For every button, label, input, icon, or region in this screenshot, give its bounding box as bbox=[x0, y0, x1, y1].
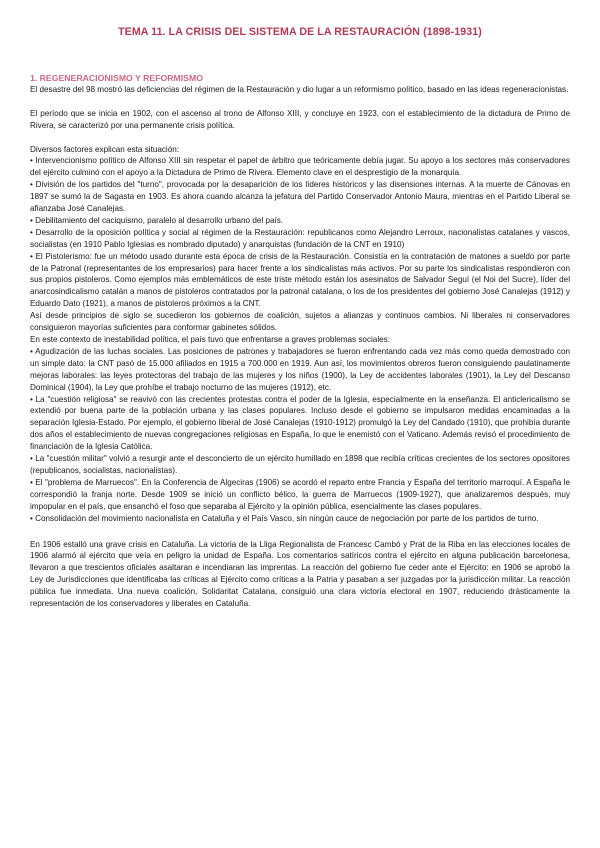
list-item-cuestion-militar: • La "cuestión militar" volvió a resurgir ante el desconcierto de un ejército humillado en 1898 que recibía críticas crecientes de los sectores opositores (republicanos, socialistas, nacionalistas). bbox=[30, 454, 570, 475]
list-item-cuestion-religiosa: • La "cuestión religiosa" se reavivó con las crecientes protestas contra el poder de la Iglesia, especialmente en la enseñanza. El anticlericalismo se extendió por buena parte de la población urbana y las clases populares. Incluso desde el gobierno se impulsaron medidas encaminadas a la separación Iglesia-Estado. Por ejemplo, el gobierno liberal de José Canalejas (1910-1912) promulgó la Ley del Candado (1910), que prohibía durante dos años el establecimiento de nuevas congregaciones religiosas en España, lo que le enemistó con el Vaticano. Además revisó el procedimiento de financiación de la Iglesia Católica. bbox=[30, 394, 570, 452]
paragraph-coaliciones: Así desde principios de siglo se sucedieron los gobiernos de coalición, sujetos a alianzas y continuos cambios. Ni liberales ni conservadores consiguieron mayorías suficientes para conformar gabinetes sólidos. bbox=[30, 311, 570, 333]
spacer bbox=[30, 96, 570, 108]
paragraph-intro: El desastre del 98 mostró las deficiencias del régimen de la Restauración y dio lugar a un reformismo político, basado en las ideas regeneracionistas. bbox=[30, 85, 569, 94]
section-heading-regeneracionismo: 1. REGENERACIONISMO Y REFORMISMO bbox=[30, 73, 203, 83]
list-item-turno: • División de los partidos del "turno", provocada por la desaparición de los líderes históricos y las disensiones internas. A la muerte de Cánovas en 1897 se sumó la de Sagasta en 1903. Es ahora cuando alcanza la jefatura del Partido Conservador Antonio Maura, mientras en el Partido Liberal se afianzaba José Canalejas. bbox=[30, 180, 570, 214]
document-title: TEMA 11. LA CRISIS DEL SISTEMA DE LA RESTAURACIÓN (1898-1931) bbox=[118, 26, 482, 38]
spacer bbox=[30, 525, 570, 539]
list-item-oposicion: • Desarrollo de la oposición política y social al régimen de la Restauración: republicanos como Alejandro Lerroux, nacionalistas catalanes y vascos, socialistas (en 1910 Pablo Iglesias es nombrado diputado) y anarquistas (fundación de la CNT en 1910) bbox=[30, 227, 570, 249]
list-item-pistolerismo: • El Pistolerismo: fue un método usado durante esta época de crisis de la Restauración. Consistía en la contratación de matones a sueldo por parte de la Patronal (representantes de los empresarios) para hacer frente a los sindicalistas más activos. Por su parte los sindicalistas respondieron con sus propios pistoleros. Como ejemplos más emblemáticos de este triste método están los asesinatos de Salvador Seguí (el Noi del Sucre), líder del anarcosindicalismo catalán a manos de pistoleros contratados por la patronal catalana, o los de los presidentes del gobierno José Canalejas (1912) y Eduardo Dato (1921), a manos de pistoleros próximos a la CNT. bbox=[30, 251, 570, 309]
paragraph-problemas-intro: En este contexto de inestabilidad política, el país tuvo que enfrentarse a graves problemas sociales: bbox=[30, 335, 390, 344]
spacer bbox=[30, 132, 570, 144]
list-item-luchas-sociales: • Agudización de las luchas sociales. Las posiciones de patrones y trabajadores se fueron enfrentando cada vez más como queda demostrado con un simple dato: la CNT pasó de 15.000 afiliados en 1915 a 700.000 en 1919. Aun así, los movimientos obreros fueron consiguiendo paulatinamente mejoras laborales: las leyes protectoras del trabajo de las mujeres y los niños (1900), la Ley de accidentes laborales (1901), la Ley del Descanso Dominical (1904), la Ley que prohíbe el trabajo nocturno de las mujeres (1912), etc. bbox=[30, 346, 570, 392]
paragraph-period: El período que se inicia en 1902, con el ascenso al trono de Alfonso XIII, y concluye en 1923, con el establecimiento de la dictadura de Primo de Rivera, se caracterizó por una permanente crisis política. bbox=[30, 108, 570, 130]
list-item-marruecos: • El "problema de Marruecos". En la Conferencia de Algeciras (1906) se acordó el reparto entre Francia y España del territorio marroquí. A España le correspondió la franja norte. Desde 1909 se inició un conflicto bélico, la guerra de Marruecos (1909-1927), que analizaremos después, muy impopular en el país, que ensanchó el foso que separaba al Ejército y la opinión pública, esencialmente las clases populares. bbox=[30, 477, 570, 511]
document-page bbox=[30, 26, 570, 610]
list-item-caciquismo: • Debilitamiento del caciquismo, paralelo al desarrollo urbano del país. bbox=[30, 215, 284, 225]
paragraph-crisis-cataluna: En 1906 estalló una grave crisis en Cataluña. La victoria de la Lliga Regionalista de Francesc Cambó y Prat de la Riba en las elecciones locales de 1906 alarmó al ejército que veía en peligro la unidad de España. Los comentarios satíricos contra el ejército en alguna publicación barcelonesa, llevaron a que trescientos oficiales asaltaran e incendiaran las imprentas. La reacción del gobierno fue ceder ante el Ejército: en 1906 se aprobó la Ley de Jurisdicciones que identificaba las críticas al Ejército como críticas a la Patria y pasaban a ser juzgadas por la jurisdicción militar. La reacción pública fue inmediata. Una nueva coalición, Solidaritat Catalana, consiguió una clara victoria electoral en 1907, reduciendo drásticamente la representación de los conservadores y liberales en Cataluña. bbox=[30, 539, 570, 609]
list-item-nacionalismo: • Consolidación del movimiento nacionalista en Cataluña y el País Vasco, sin ningún cauce de negociación por parte de los partidos de turno. bbox=[30, 513, 539, 523]
paragraph-factors-intro: Diversos factores explican esta situación: bbox=[30, 144, 180, 154]
list-item-alfonso: • Intervencionismo político de Alfonso XIII sin respetar el papel de árbitro que teóricamente debía jugar. Su apoyo a los sectores más conservadores del ejército culminó con el apoyo a la Dictadura de Primo de Rivera. Elemento clave en el desprestigio de la monarquía. bbox=[30, 156, 570, 178]
